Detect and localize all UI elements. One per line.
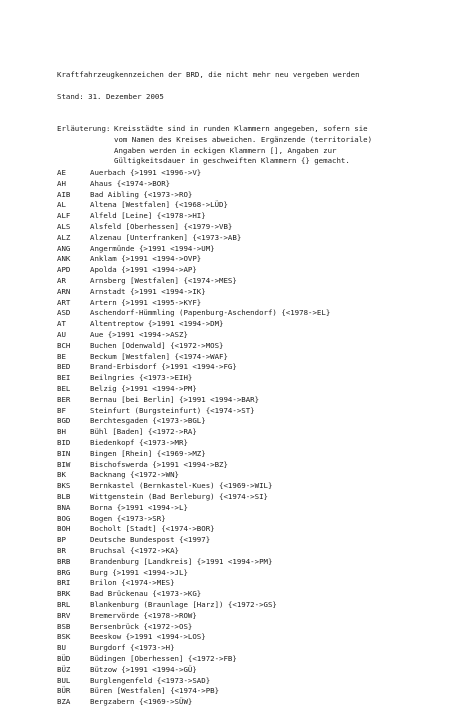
district-description: Bischofswerda {>1991 <1994->BZ} (90, 459, 228, 469)
district-description: Büdingen [Oberhessen] {<1972->FB} (90, 654, 237, 663)
district-description: Steinfurt (Burgsteinfurt) {<1974->ST} (90, 405, 255, 415)
district-description: Bremervörde {<1978->ROW} (90, 610, 197, 620)
district-description: Altentreptow {>1991 <1994->DM} (90, 319, 224, 329)
district-description: Ahaus {<1974->BOR} (90, 178, 171, 188)
district-description: Blankenburg (Braunlage [Harz]) {<1972->GS} (90, 600, 277, 609)
district-description: Aschendorf-Hümmling (Papenburg-Aschendorf) {<1978->EL} (90, 308, 331, 318)
explanation-label: Erläuterung: (57, 124, 111, 133)
district-description: Deutsche Bundespost {<1997} (90, 535, 211, 545)
district-description: Beeskow {>1991 <1994->LOS} (90, 632, 206, 642)
district-description: Bühl [Baden] {<1972->RA} (90, 427, 197, 437)
plate-code: APD (57, 265, 71, 275)
plate-code: BÜZ (57, 664, 71, 674)
plate-code: BID (57, 438, 71, 447)
plate-code: ALS (57, 222, 71, 231)
plate-code: BRG (57, 567, 71, 577)
plate-code: BGD (57, 416, 71, 426)
plate-code: BRI (57, 578, 71, 588)
district-description: Alzenau [Unterfranken] {<1973->AB} (90, 232, 242, 242)
district-description: Bogen {<1973->SR} (90, 513, 166, 523)
district-description: Bernkastel (Bernkastel-Kues) {<1969->WIL} (90, 481, 273, 491)
district-description: Bad Aibling {<1973->RO} (90, 189, 193, 199)
plate-code: BOG (57, 513, 71, 523)
plate-code: BR (57, 546, 66, 555)
district-description: Anklam {>1991 <1994->OVP} (90, 254, 202, 264)
plate-code: ARN (57, 286, 71, 296)
plate-code: BP (57, 535, 66, 545)
district-description: Beilngries {<1973->EIH} (90, 373, 193, 383)
document-title: Kraftfahrzeugkennzeichen der BRD, die nicht mehr neu vergeben werden (57, 70, 360, 79)
plate-code: BÜD (57, 654, 71, 663)
plate-code: BRV (57, 610, 71, 620)
district-description: Bad Brückenau {<1973->KG} (90, 589, 202, 599)
plate-code: AR (57, 276, 66, 285)
plate-code: BH (57, 427, 66, 437)
district-description: Wittgenstein (Bad Berleburg) {<1974->SI} (90, 492, 268, 501)
district-description: Bruchsal {<1972->KA} (90, 546, 179, 555)
plate-code: BRL (57, 600, 71, 609)
district-description: Alfeld [Leine] {<1978->HI} (90, 211, 206, 221)
plate-code: BRB (57, 556, 71, 566)
district-description: Borna {>1991 <1994->L} (90, 502, 188, 512)
plate-code: BED (57, 362, 71, 372)
plate-code: BIN (57, 448, 71, 458)
district-description: Brilon {<1974->MES} (90, 578, 175, 588)
plate-code: BZA (57, 697, 71, 707)
district-description: Artern {>1991 <1995->KYF} (90, 297, 202, 307)
district-description: Brandenburg [Landkreis] {>1991 <1994->PM} (90, 556, 273, 566)
district-description: Auerbach {>1991 <1996->V} (90, 168, 202, 177)
plate-code: BSB (57, 621, 71, 631)
district-description: Burgdorf {<1973->H} (90, 643, 175, 653)
explanation-line: Gültigkeitsdauer in geschweiften Klammern {} gemacht. (114, 156, 350, 166)
plate-code: BU (57, 643, 66, 653)
plate-code: BOH (57, 524, 71, 534)
district-description: Burg {>1991 <1994->JL} (90, 567, 188, 577)
district-description: Brand-Erbisdorf {>1991 <1994->FG} (90, 362, 237, 372)
district-description: Berchtesgaden {<1973->BGL} (90, 416, 206, 426)
district-description: Bernau [bei Berlin] {>1991 <1994->BAR} (90, 394, 260, 404)
district-description: Bützow {>1991 <1994->GÜ} (90, 664, 197, 674)
plate-code: ANG (57, 243, 71, 253)
district-description: Arnsberg [Westfalen] {<1974->MES} (90, 276, 237, 285)
district-description: Altena [Westfalen] {<1968->LÜD} (90, 200, 228, 210)
plate-code: AT (57, 319, 66, 329)
district-description: Biedenkopf {<1973->MR} (90, 438, 188, 447)
plate-code: BCH (57, 340, 71, 350)
plate-code: ALF (57, 211, 71, 221)
plate-code: BNA (57, 502, 71, 512)
plate-code: AE (57, 168, 66, 177)
district-description: Belzig {>1991 <1994->PM} (90, 384, 197, 393)
plate-code: BF (57, 405, 66, 415)
district-description: Burglengenfeld {<1973->SAD} (90, 675, 211, 685)
explanation-line: Kreisstädte sind in runden Klammern angegeben, sofern sie (114, 124, 368, 133)
plate-code: BRK (57, 589, 71, 599)
district-description: Angermünde {>1991 <1994->UM} (90, 243, 215, 253)
district-description: Arnstadt {>1991 <1994->IK} (90, 286, 206, 296)
plate-code: AIB (57, 189, 71, 199)
district-description: Alsfeld [Oberhessen] {<1979->VB} (90, 222, 233, 231)
plate-code: BK (57, 470, 66, 480)
plate-code: ANK (57, 254, 71, 264)
plate-code: BKS (57, 481, 71, 491)
plate-code: BEI (57, 373, 71, 383)
plate-code: BER (57, 394, 71, 404)
plate-code: BE (57, 351, 66, 361)
district-description: Beckum [Westfalen] {<1974->WAF} (90, 351, 228, 361)
document-date: Stand: 31. Dezember 2005 (57, 92, 164, 101)
plate-code: BLB (57, 492, 71, 501)
district-description: Aue {>1991 <1994->ASZ} (90, 330, 188, 339)
plate-code: BÜR (57, 686, 71, 696)
district-description: Backnang {<1972->WN} (90, 470, 179, 480)
plate-code: ALZ (57, 232, 71, 242)
plate-code: AL (57, 200, 66, 210)
plate-code: BSK (57, 632, 71, 642)
district-description: Bergzabern {<1969->SÜW} (90, 697, 193, 707)
plate-code: BEL (57, 384, 71, 393)
district-description: Bersenbrück {<1972->OS} (90, 621, 193, 631)
plate-code: ART (57, 297, 71, 307)
plate-code: BIW (57, 459, 71, 469)
plate-code: BUL (57, 675, 71, 685)
explanation-line: vom Namen des Kreises abweichen. Ergänzende (territoriale) (114, 134, 373, 144)
plate-code: AU (57, 330, 66, 339)
district-description: Buchen [Odenwald] {<1972->MOS} (90, 340, 224, 350)
district-description: Büren [Westfalen] {<1974->PB} (90, 686, 220, 696)
district-description: Apolda {>1991 <1994->AP} (90, 265, 197, 275)
district-description: Bingen [Rhein] {<1969->MZ} (90, 448, 206, 458)
plate-code: AH (57, 178, 66, 188)
explanation-line: Angaben werden in eckigen Klammern [], Angaben zur (114, 145, 337, 155)
plate-code: ASD (57, 308, 71, 318)
district-description: Bocholt [Stadt] {<1974->BOR} (90, 524, 215, 534)
